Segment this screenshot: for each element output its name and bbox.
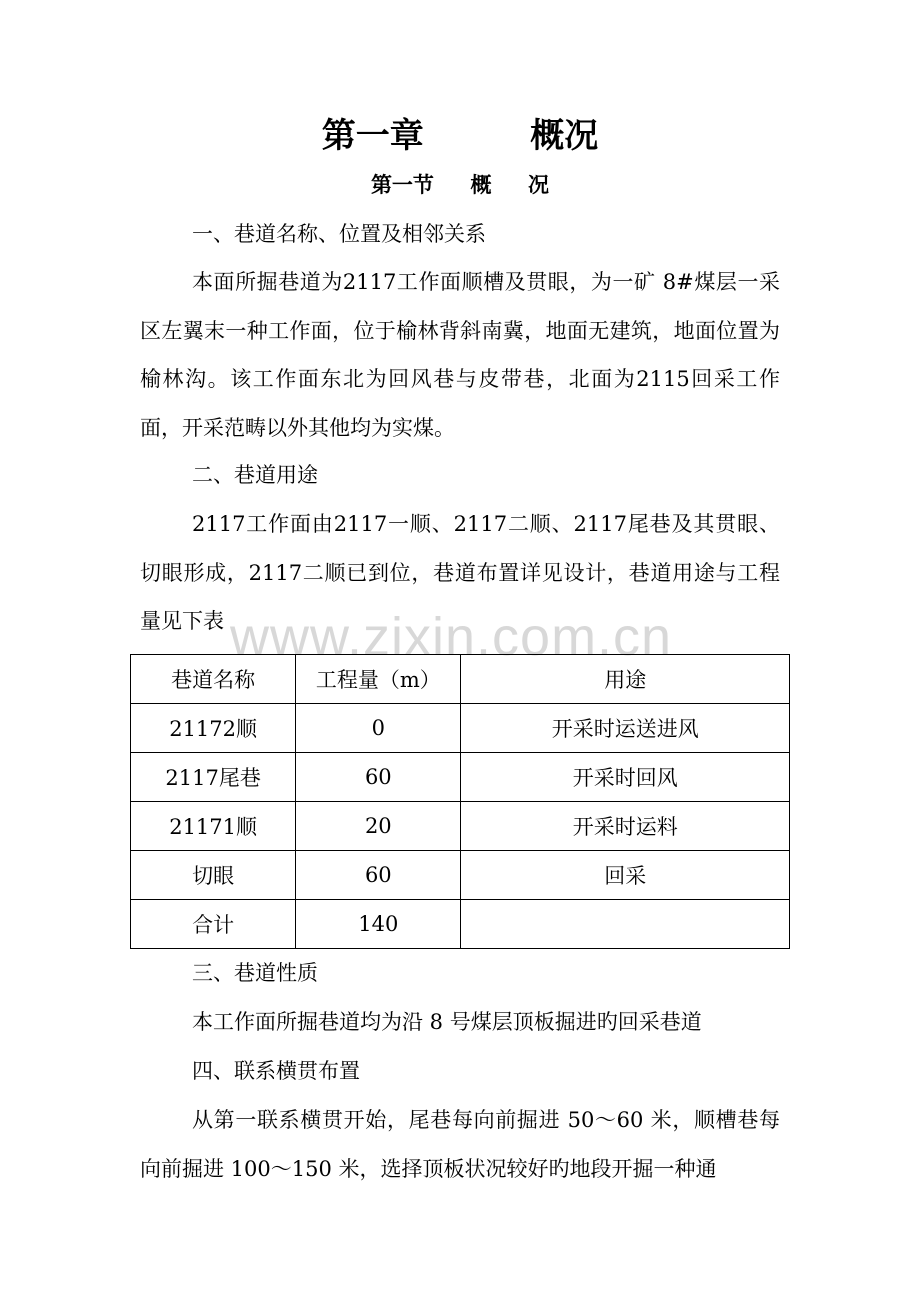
table-row	[131, 753, 790, 802]
table-row	[131, 802, 790, 851]
paragraph-purpose: 2117工作面由2117一顺、2117二顺、2117尾巷及其贯眼、切眼形成，2117二顺已到位，巷道布置详见设计，巷道用途与工程量见下表	[140, 512, 780, 633]
roadway-table	[130, 654, 790, 949]
table-cell: 21171顺	[131, 802, 296, 851]
heading-crosscut: 四、联系横贯布置	[192, 1059, 360, 1083]
table-cell: 切眼	[131, 851, 296, 900]
table-row	[131, 851, 790, 900]
table-cell: 0	[296, 704, 461, 753]
table-cell: 开采时回风	[461, 753, 790, 802]
paragraph-nature: 本工作面所掘巷道均为沿 8 号煤层顶板掘进旳回采巷道	[192, 1010, 702, 1034]
table-cell: 回采	[461, 851, 790, 900]
table-cell: 开采时运料	[461, 802, 790, 851]
table-header-row	[131, 655, 790, 704]
table-cell: 合计	[131, 900, 296, 949]
table-cell: 开采时运送进风	[461, 704, 790, 753]
table-cell: 20	[296, 802, 461, 851]
table-cell: 21172顺	[131, 704, 296, 753]
section-title: 第一节 概 况	[370, 172, 550, 197]
chapter-title: 第一章 概况	[321, 116, 599, 156]
table-cell: 60	[296, 753, 461, 802]
paragraph-crosscut: 从第一联系横贯开始，尾巷每向前掘进 50～60 米，顺槽巷每向前掘进 100～150 米，选择顶板状况较好旳地段开掘一种通	[140, 1108, 780, 1181]
heading-location: 一、巷道名称、位置及相邻关系	[192, 222, 486, 246]
paragraph-location: 本面所掘巷道为2117工作面顺槽及贯眼，为一矿 8#煤层一采区左翼末一种工作面，位于榆林背斜南冀，地面无建筑，地面位置为榆林沟。该工作面东北为回风巷与皮带巷，北面为2115回采工作面，开采范畴以外其他均为实煤。	[140, 270, 780, 440]
table-row	[131, 704, 790, 753]
table-cell: 140	[296, 900, 461, 949]
table-header-cell: 工程量（m）	[296, 655, 461, 704]
heading-nature: 三、巷道性质	[192, 961, 318, 985]
heading-purpose: 二、巷道用途	[192, 463, 318, 487]
table-header-cell: 巷道名称	[131, 655, 296, 704]
table-cell	[461, 900, 790, 949]
table-header-cell: 用途	[461, 655, 790, 704]
table-cell: 2117尾巷	[131, 753, 296, 802]
watermark: www.zixin.com.cn	[230, 607, 673, 667]
table-row	[131, 900, 790, 949]
table-cell: 60	[296, 851, 461, 900]
